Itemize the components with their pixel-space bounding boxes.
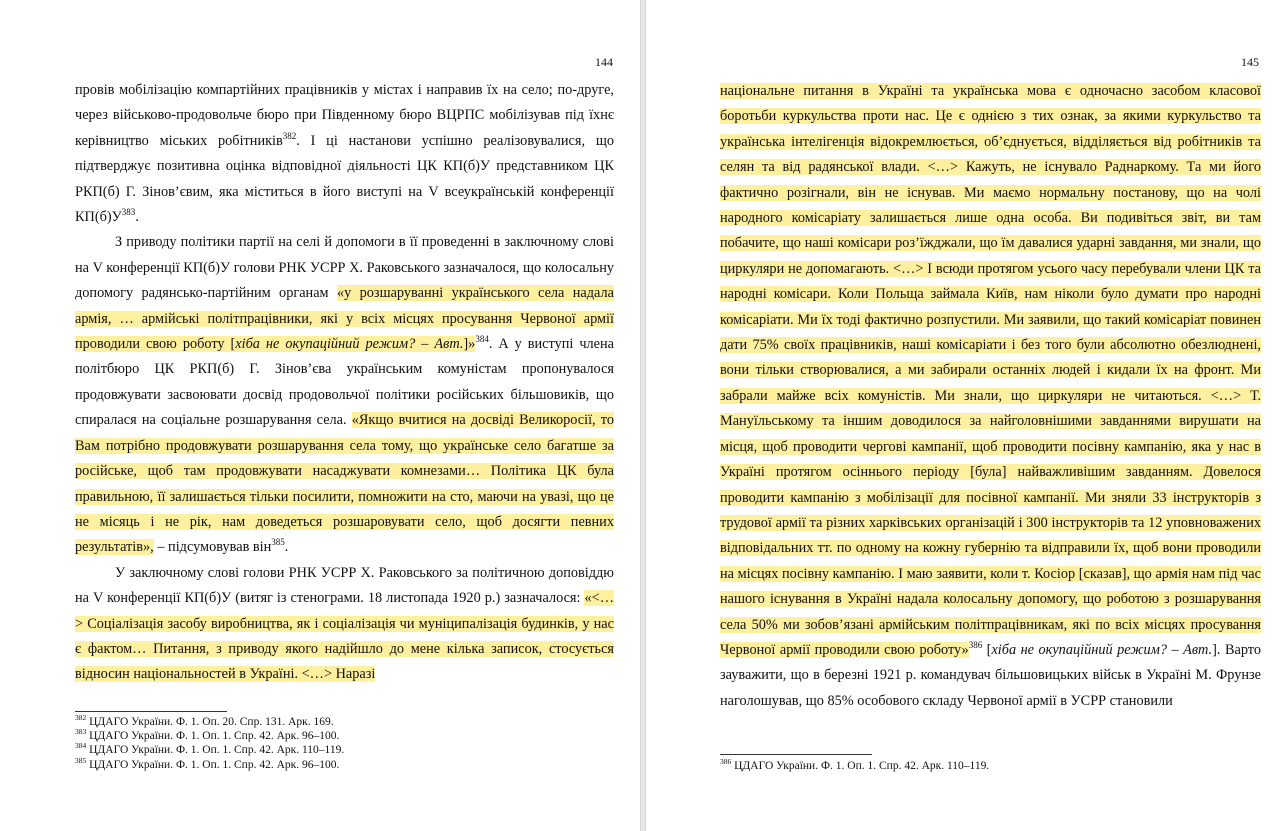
body-text [75,78,614,688]
paragraph [75,78,614,230]
footnote [75,743,614,757]
text-run: . [284,539,289,556]
text-run: . А у виступі члена політбюро ЦК РКП(б) Г. Зінов’єва українським комуністам пропонувалося продовжувати засвоювати досвід продовольчої політики російських більшовиків, що спиралася на соціальне розшарування села. [75,336,615,429]
text-run: [ [982,641,992,658]
footnote [75,755,614,772]
italic-remark: хіба не окупаційний режим? – Авт. [235,336,464,353]
footnote-ref[interactable]: 386 [968,640,983,651]
italic-remark: хіба не окупаційний режим? – Авт. [991,641,1213,658]
text-run: . І ці настанови успішно реалізовувалися, що підтверджує позитивна оцінка відповідної діяльності ЦК КП(б)У представником ЦК РКП(б) Г. Зінов’євим, яка міститься в його виступі на V всеукраїнській конференції КП(б)У [75,132,614,226]
footnote [720,759,1261,773]
paragraph [75,230,614,560]
footnote-text: ЦДАГО України. Ф. 1. Оп. 1. Спр. 42. Арк. 110–119. [731,760,990,772]
footnotes [720,759,1261,773]
footnote-ref[interactable]: 383 [121,207,136,218]
text-run: . [135,209,139,226]
quote-text: ]» [463,336,476,353]
highlighted-quote: національне питання в Україні та українська мова є одночасно засобом класової боротьби куркульства проти нас. Це є однією з тих ознак, за якими куркульство та українська інтелігенція відокремлюється, об’єднується, відділяється від робітників та селян та від радянської влади. <…> Кажуть, не існувало Раднаркому. Та ми його фактично розігнали, він не існував. Ми маємо нормальну постанову, що на чолі народного комісаріату залишається лише одна особа. Ви подивіться звіт, ви там побачите, що наші комісари роз’їжджали, що їм давалися ударні завдання, ми знали, що циркуляри не допомагають. <…> І всюди протягом усього часу перебували члени ЦК та народні комісари. Коли Польща займала Київ, нам ніколи було думати про народні комісаріати. Ми їх тоді фактично розпустили. Ми заявили, що такий комісаріат повинен дати 75% своїх працівників, наші комісаріати і без того були абсолютно обезлюднені, вони тільки створювалися, а ми забирали останніх людей і кидали їх на фронт. Ми забрали майже всіх комуністів. Ми знали, що циркуляри не читаються. <…> Т. Мануїльському та іншим доводилося за найголовнішими завданнями вирушати на місця, щоб проводити чергові кампанії, щоб проводити посівну кампанію, яка у нас в Україні протягом осіннього періоду [була] найважливішим завданням. Довелося проводити кампанію з мобілізації для посівної кампанії. Ми зняли 33 інструкторів з трудової армії та різних харківських організацій і 300 інструкторів та 12 уповноважених відповідальних тт. по одному на кожну губернію та відправили їх, щоб вони проводили на місцях посівну кампанію. І маю заявити, коли т. Косіор [сказав], що армія нам під час нашого існування в Україні надала колосальну допомогу, що роботою з розшарування села 50% ми зобов’язані армійським політпрацівникам, які по всіх місцях просування Червоної армії проводили свою роботу» [720,83,1261,658]
footnote-number: 383 [75,727,87,737]
text-run: – підсумовував він [153,539,272,556]
footnote-text: ЦДАГО України. Ф. 1. Оп. 1. Спр. 42. Арк. 110–119. [86,744,345,757]
footnote-number: 386 [720,757,732,767]
footnote-number: 382 [75,713,87,723]
text-run: провів мобілізацію компартійних працівників у містах і направив їх на село; по-друге, через військово-продовольче бюро при Південному бюро ВЦРПС мобілізував під їхнє керівництво міських робітників [75,82,614,149]
footnote-ref[interactable]: 382 [282,131,297,142]
footnote-text: ЦДАГО України. Ф. 1. Оп. 20. Спр. 131. Арк. 169. [86,716,334,728]
text-run: ]. Варто зауважити, що в березні 1921 р. командувач більшовицьких військ в Україні М. Фрунзе наголошував, що 85% особового складу Червоної армії в УСРР становили [720,641,1261,709]
text-run: З приводу політики партії на селі й допомоги в її проведенні в заключному слові на V конференції КП(б)У голови РНК УСРР Х. Раковського зазначалося, що колосальну допомогу радянсько-партійним органам [75,234,614,302]
footnote-ref[interactable]: 385 [271,537,285,548]
highlighted-quote: «Якщо вчитися на досвіді Великоросії, то Вам потрібно продовжувати розшарування села тому, що українське село багатше за російське, щоб там продовжувати насаджувати комнезами… Політика ЦК була правильною, її залишається тільки посилити, помножити на сто, маючи на увазі, що це не місяць і не рік, нам доведеться розшаровувати село, щоб досягти певних результатів», [75,412,614,556]
page-number: 144 [595,55,613,69]
page-number: 145 [1241,55,1259,69]
footnote [75,715,614,729]
text-run: У заключному слові голови РНК УСРР Х. Раковського за політичною доповіддю на V конференції КП(б)У (витяг із стенограми. 18 листопада 1920 р.) зазначалося: [75,564,614,607]
footnotes [75,715,614,772]
right-page [645,0,1286,831]
paragraph [720,79,1261,714]
footnote-ref[interactable]: 384 [475,334,489,345]
body-text [720,79,1261,714]
highlighted-quote: «<…> Соціалізація засобу виробництва, як і соціалізація чи муніципалізація будинків, у нас є фактом… Питання, з приводу якого надійшло до мене кілька записок, стосується відносин національностей в Україні. <…> Наразі [75,590,614,683]
footnote-text: ЦДАГО України. Ф. 1. Оп. 1. Спр. 42. Арк. 96–100. [86,758,340,771]
footnote-separator [720,754,872,755]
footnote-number: 384 [75,741,87,751]
footnote-text: ЦДАГО України. Ф. 1. Оп. 1. Спр. 42. Арк. 96–100. [86,730,340,743]
paragraph [75,561,614,688]
left-page [0,0,641,831]
quote-text: «у розшаруванні українського села надала армія, … армійські політпрацівники, які у всіх місцях просування Червоної армії проводили свою роботу [ [75,285,614,353]
footnote [75,729,614,743]
footnote-number: 385 [75,755,87,765]
footnote-separator [75,711,227,712]
